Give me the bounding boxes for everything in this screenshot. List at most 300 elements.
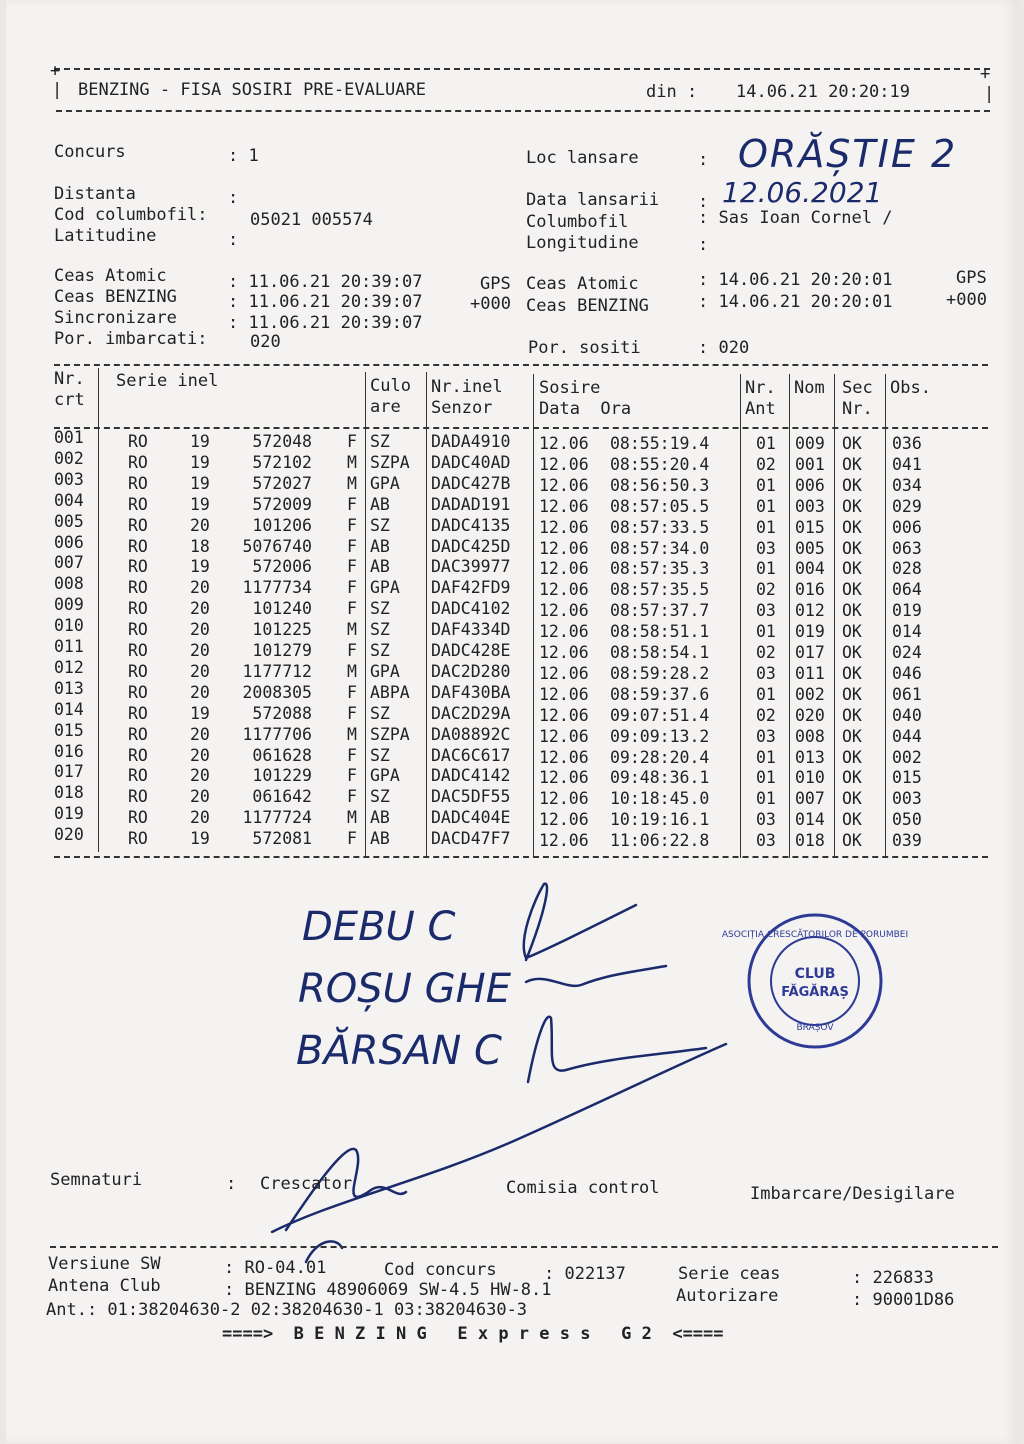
th-crt: crt [54,390,85,410]
row-sex: F [347,515,357,535]
row-date: 12.06 [539,601,589,621]
row-country: RO [128,641,148,660]
th-nr-inel: Nr.inel [431,377,503,397]
row-color: SZ [370,787,390,807]
row-sec: OK [842,454,862,474]
row-ring-number: 061628 [252,745,312,765]
row-color: SZ [370,703,390,723]
din-value: 14.06.21 20:20:19 [736,82,910,102]
doc-title: BENZING - FISA SOSIRI PRE-EVALUARE [78,80,426,100]
row-year: 19 [190,432,210,451]
row-time: 08:57:35.3 [610,559,710,579]
row-time: 08:55:19.4 [610,434,710,453]
th-obs: Obs. [890,378,931,398]
row-nr: 015 [54,720,84,740]
row-sec: OK [842,496,862,516]
row-ring-number: 2008305 [242,682,312,702]
row-country: RO [128,599,148,619]
serie-ceas-label: Serie ceas [678,1264,781,1284]
row-date: 12.06 [539,810,589,830]
row-sec: OK [842,684,862,704]
footer-rule [50,1246,998,1248]
por-sositi-value: : 020 [698,338,750,358]
th-nom: Nom [794,378,825,398]
crescator-label: Crescator [260,1174,353,1194]
row-color: SZ [370,515,390,535]
row-country: RO [128,745,148,765]
row-sex: F [347,745,357,765]
distanta-label: Distanta [54,184,136,204]
row-time: 08:55:20.4 [610,454,710,474]
row-nom: 005 [795,538,825,558]
row-antenna: 02 [756,580,776,600]
antena-club-value: : BENZING 48906069 SW-4.5 HW-8.1 [224,1280,552,1300]
row-ring-number: 572048 [252,432,312,451]
row-obs: 024 [892,643,922,662]
versiune-sw-label: Versiune SW [48,1254,161,1274]
row-antenna: 02 [756,454,776,474]
imbarcare-desigilare-label: Imbarcare/Desigilare [750,1184,955,1204]
row-time: 10:18:45.0 [610,789,710,809]
th-sec-2: Nr. [842,399,873,419]
ceas-benzing-left-label: Ceas BENZING [54,287,177,307]
row-ring-number: 1177712 [242,661,312,681]
row-time: 09:48:36.1 [610,768,710,788]
row-sex: M [347,724,357,744]
loc-lansare-colon: : [698,150,709,170]
row-nom: 010 [795,768,825,788]
row-time: 08:57:33.5 [610,517,710,537]
row-year: 19 [190,557,210,577]
row-sensor: DAC2D29A [431,703,511,723]
row-sensor: DAC39977 [431,557,511,577]
row-obs: 028 [892,559,922,579]
row-nom: 001 [795,454,825,474]
row-color: SZ [370,745,390,765]
cod-concurs-label: Cod concurs [384,1260,497,1280]
row-country: RO [128,473,148,493]
row-sensor: DADC4142 [431,766,511,786]
row-antenna: 01 [756,475,776,495]
row-color: AB [370,829,390,849]
stamp-top-text: ASOCIȚIA CRESCĂTORILOR DE PORUMBEI [721,930,909,940]
row-nom: 012 [795,601,825,621]
header-corner-left: + [50,61,61,81]
row-color: GPA [370,578,400,598]
row-ring-number: 572081 [252,829,312,849]
row-nom: 006 [795,475,825,495]
row-year: 19 [190,703,210,723]
row-sec: OK [842,622,862,642]
row-nom: 008 [795,726,825,746]
row-country: RO [128,787,148,807]
row-sex: F [347,494,357,514]
row-country: RO [128,432,148,451]
row-ring-number: 101206 [252,515,312,535]
row-date: 12.06 [539,434,589,453]
row-year: 20 [190,724,210,744]
row-nom: 004 [795,559,825,579]
row-nom: 016 [795,580,825,600]
row-year: 20 [190,766,210,786]
row-time: 08:58:51.1 [610,622,710,642]
row-nom: 011 [795,663,825,683]
row-nr: 013 [54,678,84,698]
gps-left: GPS [480,274,511,294]
row-nr: 004 [54,490,84,510]
ceas-benzing-left-value: : 11.06.21 20:39:07 [228,292,423,312]
row-nr: 006 [54,532,84,552]
data-lansarii-label: Data lansarii [526,190,660,210]
row-obs: 015 [892,768,922,788]
latitudine-value: : [228,230,239,250]
row-antenna: 02 [756,643,776,662]
data-lansarii-colon: : [698,192,709,212]
row-sec: OK [842,434,862,453]
row-color: GPA [370,661,400,681]
imbarcati-label: Por. imbarcati: [54,329,208,349]
row-sex: M [347,473,357,493]
th-culoare-2: are [370,397,401,417]
row-sex: M [347,452,357,472]
cod-concurs-value: : 022137 [544,1264,626,1284]
row-time: 09:07:51.4 [610,705,710,725]
columbofil-value: : Sas Ioan Cornel / [698,208,893,228]
row-color: SZ [370,432,390,451]
row-color: SZPA [370,724,410,744]
row-sensor: DADC404E [431,808,511,828]
row-sex: F [347,599,357,619]
row-nom: 014 [795,810,825,830]
row-obs: 003 [892,789,922,809]
serie-ceas-value: : 226833 [852,1268,934,1288]
antenna-ids-line: Ant.: 01:38204630-2 02:38204630-1 03:38204630-3 [46,1300,528,1320]
row-nr: 012 [54,657,84,677]
row-ring-number: 101229 [252,766,312,786]
row-date: 12.06 [539,768,589,788]
row-nr: 019 [54,804,84,824]
row-color: AB [370,557,390,577]
row-country: RO [128,515,148,535]
ceas-benzing-right-value: : 14.06.21 20:20:01 [698,292,893,312]
versiune-sw-value: : RO-04.01 [224,1258,327,1278]
row-sensor: DADC425D [431,536,511,556]
comisia-control-label: Comisia control [506,1178,660,1198]
row-obs: 050 [892,810,922,830]
autorizare-label: Autorizare [676,1286,779,1306]
row-ring-number: 101279 [252,641,312,660]
th-culoare-1: Culo [370,376,411,396]
row-ring-number: 1177724 [242,808,312,828]
row-sensor: DAF4334D [431,620,511,640]
row-sensor: DACD47F7 [431,829,511,849]
row-sex: F [347,536,357,556]
row-date: 12.06 [539,663,589,683]
row-sex: M [347,620,357,640]
row-color: SZ [370,620,390,640]
row-sec: OK [842,517,862,537]
data-lansarii-handwritten: 12.06.2021 [722,176,883,209]
offset-right: +000 [946,290,987,310]
header-bar-right: | [984,84,995,104]
row-antenna: 03 [756,810,776,830]
row-date: 12.06 [539,747,589,767]
row-sec: OK [842,559,862,579]
row-ring-number: 061642 [252,787,312,807]
cod-columbofil-value: 05021 005574 [250,210,373,230]
row-antenna: 03 [756,726,776,746]
row-nom: 020 [795,705,825,725]
row-date: 12.06 [539,789,589,809]
row-obs: 036 [892,434,922,453]
row-country: RO [128,808,148,828]
row-country: RO [128,494,148,514]
row-sensor: DADC4102 [431,599,511,619]
row-nr: 005 [54,511,84,531]
row-time: 08:57:05.5 [610,496,710,516]
row-date: 12.06 [539,622,589,642]
row-sec: OK [842,643,862,662]
row-nr: 017 [54,762,84,782]
row-year: 20 [190,599,210,619]
row-obs: 034 [892,475,922,495]
row-antenna: 01 [756,496,776,516]
handwritten-name-1: DEBU C [302,904,456,950]
row-date: 12.06 [539,831,589,851]
row-nr: 007 [54,553,84,573]
row-obs: 006 [892,517,922,537]
imbarcati-value: 020 [250,332,281,352]
th-data-ora: Data Ora [539,399,632,419]
row-country: RO [128,557,148,577]
row-date: 12.06 [539,538,589,558]
row-sec: OK [842,789,862,809]
row-year: 19 [190,473,210,493]
row-antenna: 01 [756,622,776,642]
row-sensor: DAF42FD9 [431,578,511,598]
row-ring-number: 5076740 [242,536,312,556]
row-nr: 009 [54,595,84,615]
row-nom: 002 [795,684,825,704]
row-time: 09:28:20.4 [610,747,710,767]
row-sensor: DAC6C617 [431,745,511,765]
sincronizare-value: : 11.06.21 20:39:07 [228,313,423,333]
row-nom: 019 [795,622,825,642]
autorizare-value: : 90001D86 [852,1290,955,1310]
row-time: 10:19:16.1 [610,810,710,830]
row-sensor: DADAD191 [431,494,511,514]
club-stamp [721,912,909,1050]
row-ring-number: 572009 [252,494,312,514]
row-antenna: 01 [756,684,776,704]
semnaturi-colon: : [226,1174,237,1194]
concurs-value: : 1 [228,146,259,166]
th-nr-ant-2: Ant [745,399,776,419]
row-obs: 019 [892,601,922,621]
row-sex: F [347,682,357,702]
row-sex: F [347,766,357,786]
row-date: 12.06 [539,559,589,579]
row-date: 12.06 [539,517,589,537]
row-antenna: 01 [756,789,776,809]
row-sex: F [347,703,357,723]
row-nom: 013 [795,747,825,767]
row-time: 08:56:50.3 [610,475,710,495]
row-sec: OK [842,810,862,830]
row-sensor: DAC5DF55 [431,787,511,807]
ceas-atomic-left-label: Ceas Atomic [54,266,167,286]
latitudine-label: Latitudine [54,226,157,246]
row-ring-number: 101225 [252,620,312,640]
row-color: ABPA [370,682,410,702]
row-country: RO [128,536,148,556]
row-year: 20 [190,745,210,765]
row-color: SZ [370,599,390,619]
semnaturi-label: Semnaturi [50,1170,143,1190]
row-sec: OK [842,538,862,558]
th-sosire: Sosire [539,378,601,398]
row-obs: 061 [892,684,922,704]
row-color: GPA [370,766,400,786]
row-ring-number: 101240 [252,599,312,619]
row-nr: 018 [54,783,84,803]
row-date: 12.06 [539,475,589,495]
row-antenna: 01 [756,559,776,579]
benzing-banner: ====> B E N Z I N G E x p r e s s G 2 <==== [222,1324,724,1344]
th-nr-ant-1: Nr. [745,378,776,398]
row-date: 12.06 [539,454,589,474]
row-year: 20 [190,808,210,828]
row-obs: 029 [892,496,922,516]
row-ring-number: 1177706 [242,724,312,744]
row-antenna: 01 [756,768,776,788]
row-color: SZPA [370,452,410,472]
row-ring-number: 572006 [252,557,312,577]
row-ring-number: 1177734 [242,578,312,598]
row-time: 09:09:13.2 [610,726,710,746]
row-obs: 046 [892,663,922,683]
row-nr: 020 [54,825,84,845]
stamp-side-text: BRAȘOV [796,1023,834,1033]
row-sensor: DADC4135 [431,515,511,535]
row-color: AB [370,494,390,514]
row-obs: 064 [892,580,922,600]
row-obs: 039 [892,831,922,851]
row-date: 12.06 [539,705,589,725]
row-country: RO [128,578,148,598]
row-sex: M [347,661,357,681]
row-nr: 014 [54,699,84,719]
row-country: RO [128,620,148,640]
row-sex: F [347,829,357,849]
row-color: AB [370,808,390,828]
signature-strokes [6,0,1018,1444]
row-antenna: 03 [756,831,776,851]
handwritten-name-3: BĂRSAN C [296,1028,502,1074]
row-sensor: DADC40AD [431,452,511,472]
stamp-center-2: FĂGĂRAȘ [781,985,849,1000]
antena-club-label: Antena Club [48,1276,161,1296]
ceas-atomic-right-value: : 14.06.21 20:20:01 [698,270,893,290]
th-serie-inel: Serie inel [116,371,219,391]
header-corner-right: + [980,64,991,84]
din-label: din : [646,82,698,102]
row-time: 08:57:37.7 [610,601,710,621]
row-sec: OK [842,475,862,495]
row-nr: 010 [54,616,84,636]
row-sec: OK [842,663,862,683]
row-obs: 002 [892,747,922,767]
row-color: AB [370,536,390,556]
row-time: 08:59:37.6 [610,684,710,704]
row-obs: 063 [892,538,922,558]
row-sex: F [347,787,357,807]
row-year: 18 [190,536,210,556]
row-date: 12.06 [539,726,589,746]
header-bar-left: | [52,80,63,100]
row-nom: 015 [795,517,825,537]
loc-lansare-label: Loc lansare [526,148,639,168]
row-year: 19 [190,829,210,849]
row-time: 08:57:35.5 [610,580,710,600]
row-date: 12.06 [539,684,589,704]
row-year: 20 [190,682,210,702]
handwritten-name-2: ROȘU GHE [298,966,512,1012]
row-obs: 014 [892,622,922,642]
row-sex: F [347,432,357,451]
th-nr: Nr. [54,369,85,389]
row-time: 08:58:54.1 [610,643,710,662]
row-country: RO [128,703,148,723]
row-nr: 016 [54,741,84,761]
row-sensor: DAC2D280 [431,661,511,681]
row-antenna: 01 [756,747,776,767]
row-country: RO [128,452,148,472]
row-nom: 018 [795,831,825,851]
offset-left: +000 [470,294,511,314]
row-year: 20 [190,787,210,807]
row-sensor: DADC427B [431,473,511,493]
ceas-benzing-right-label: Ceas BENZING [526,296,649,316]
gps-right: GPS [956,268,987,288]
row-time: 08:59:28.2 [610,663,710,683]
row-country: RO [128,682,148,702]
row-obs: 040 [892,705,922,725]
row-obs: 044 [892,726,922,746]
row-ring-number: 572102 [252,452,312,472]
loc-lansare-handwritten: ORĂȘTIE 2 [738,132,958,176]
row-country: RO [128,724,148,744]
row-year: 20 [190,515,210,535]
row-country: RO [128,829,148,849]
row-sec: OK [842,747,862,767]
row-antenna: 03 [756,538,776,558]
sincronizare-label: Sincronizare [54,308,177,328]
row-year: 19 [190,494,210,514]
row-time: 11:06:22.8 [610,831,710,851]
row-sec: OK [842,705,862,725]
row-sec: OK [842,726,862,746]
row-nr: 001 [54,428,84,447]
row-antenna: 03 [756,663,776,683]
row-sensor: DAF430BA [431,682,511,702]
row-year: 20 [190,578,210,598]
row-sex: F [347,641,357,660]
row-antenna: 01 [756,434,776,453]
row-year: 20 [190,641,210,660]
row-sex: F [347,557,357,577]
row-year: 20 [190,661,210,681]
